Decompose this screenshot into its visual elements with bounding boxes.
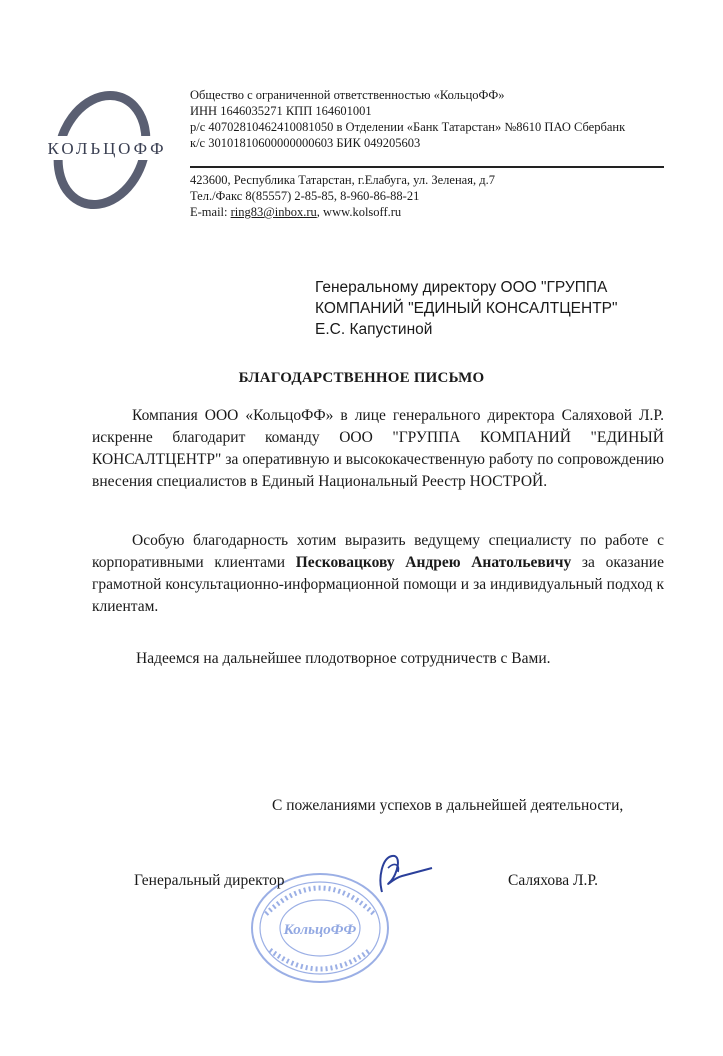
header-divider xyxy=(190,166,664,168)
stamp-text: КольцоФФ xyxy=(283,922,357,938)
org-name: Общество с ограниченной ответственностью «КольцоФФ» xyxy=(190,88,505,102)
handwritten-signature xyxy=(368,848,438,898)
addressee-line-3: Е.С. Капустиной xyxy=(315,321,433,338)
email-link[interactable]: ring83@inbox.ru xyxy=(230,205,317,219)
org-contacts xyxy=(190,172,495,220)
org-corr-account: к/с 30101810600000000603 БИК 049205603 xyxy=(190,136,421,150)
letter-title: БЛАГОДАРСТВЕННОЕ ПИСЬМО xyxy=(238,370,485,386)
paragraph2-after: за оказание грамотной консультационно-информационной помощи и за индивидуальный подход к клиентам. xyxy=(92,554,664,615)
org-email-line xyxy=(190,204,495,220)
signature-icon xyxy=(368,848,438,898)
org-address: 423600, Республика Татарстан, г.Елабуга, ул. Зеленая, д.7 xyxy=(190,173,495,187)
specialist-name: Песковацкову Андрею Анатольевичу xyxy=(295,554,572,571)
website: , www.kolsoff.ru xyxy=(316,205,402,219)
company-logo xyxy=(22,88,192,218)
paragraph2-before: Особую благодарность хотим выразить ведущему специалисту по работе с корпоративными клиентами xyxy=(92,532,664,571)
org-account: р/с 40702810462410081050 в Отделении «Банк Татарстан» №8610 ПАО Сбербанк xyxy=(190,120,626,134)
closing-hope: Надеемся на дальнейшее плодотворное сотрудничеств с Вами. xyxy=(136,650,551,667)
body-paragraph-2 xyxy=(92,530,664,618)
addressee-line-2: КОМПАНИЙ "ЕДИНЫЙ КОНСАЛТЦЕНТР" xyxy=(315,300,618,317)
logo-ring-icon xyxy=(22,88,192,218)
body-paragraph-1: Компания ООО «КольцоФФ» в лице генерального директора Саляховой Л.Р. искренне благодарит команду ООО "ГРУППА КОМПАНИЙ "ЕДИНЫЙ КОНСАЛТЦЕНТР" за оперативную и высококачественную работу по сопровождению внесения специалистов в Единый Национальный Реестр НОСТРОЙ. xyxy=(92,407,664,490)
org-phone: Тел./Факс 8(85557) 2-85-85, 8-960-86-88-21 xyxy=(190,189,420,203)
addressee-block xyxy=(315,277,618,340)
closing-regards: С пожеланиями успехов в дальнейшей деятельности, xyxy=(272,797,624,814)
logo-text: КОЛЬЦОФФ xyxy=(47,139,167,158)
org-details xyxy=(190,87,625,151)
signatory-title: Генеральный директор xyxy=(134,872,285,889)
signatory-name: Саляхова Л.Р. xyxy=(508,872,598,889)
org-inn: ИНН 1646035271 КПП 164601001 xyxy=(190,104,372,118)
email-prefix: E-mail: xyxy=(190,205,231,219)
addressee-line-1: Генеральному директору ООО "ГРУППА xyxy=(315,279,608,296)
